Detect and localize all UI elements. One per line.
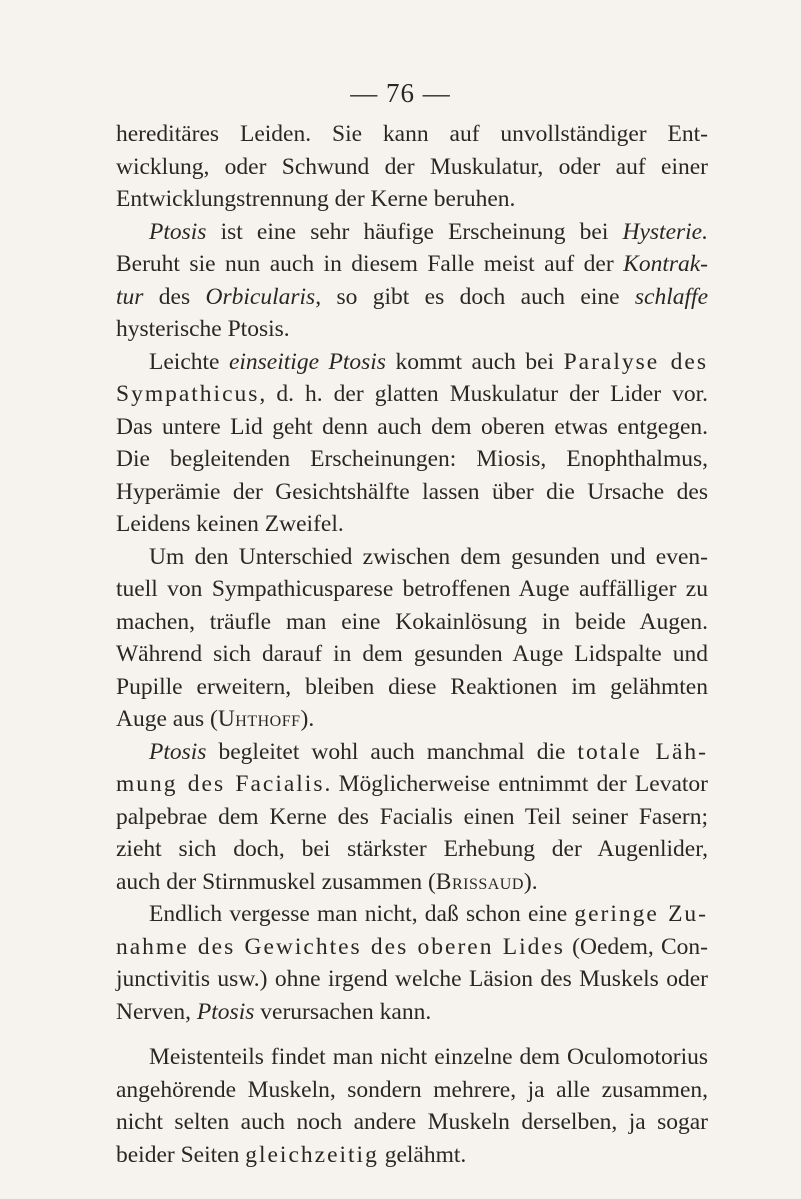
italic-term: Kontrak- bbox=[623, 251, 708, 277]
text-run: angehörende Muskeln, sondern mehrere, ja alle zusammen, bbox=[116, 1076, 708, 1103]
text-line bbox=[116, 248, 708, 281]
paragraph bbox=[116, 346, 708, 541]
italic-term: tur bbox=[116, 283, 144, 310]
text-run: Nerven, bbox=[116, 998, 197, 1025]
italic-term: einseitige Ptosis bbox=[228, 348, 386, 375]
text-line bbox=[116, 183, 708, 216]
page-number: — 76 — bbox=[350, 78, 451, 108]
paragraph bbox=[116, 736, 708, 899]
paragraph bbox=[116, 216, 708, 346]
text-line bbox=[116, 476, 708, 509]
text-line bbox=[116, 866, 708, 899]
text-line bbox=[116, 1074, 708, 1107]
paragraph bbox=[116, 118, 708, 216]
text-line bbox=[116, 346, 708, 379]
text-line bbox=[116, 606, 708, 639]
text-run: tuell von Sympathicusparese betroffenen Auge auffälliger zu bbox=[116, 576, 708, 602]
text-run: zieht sich doch, bei stärkster Erhebung der Augenlider, bbox=[116, 836, 708, 862]
text-line bbox=[116, 898, 708, 931]
spaced-emphasis: Paralyse des bbox=[563, 348, 708, 375]
text-run: palpebrae dem Kerne des Facialis einen Teil seiner Fasern; bbox=[116, 803, 708, 830]
text-run: hereditäres Leiden. Sie kann auf unvollständiger Ent- bbox=[116, 121, 708, 147]
text-run: Hyperämie der Gesichtshälfte lassen über die Ursache des bbox=[116, 478, 708, 505]
text-run: beider Seiten bbox=[116, 1141, 246, 1168]
text-run: Entwicklungstrennung der Kerne beruhen. bbox=[116, 186, 516, 212]
author-name: Brissaud bbox=[435, 868, 524, 895]
spaced-emphasis: mung des Facialis bbox=[116, 771, 325, 797]
italic-term: Ptosis bbox=[196, 998, 255, 1025]
text-run: begleitet wohl auch manchmal die bbox=[206, 738, 578, 765]
spaced-emphasis: Sympathicus bbox=[116, 381, 260, 407]
text-run: Um den Unterschied zwischen dem gesunden und even- bbox=[149, 543, 708, 570]
text-line bbox=[116, 411, 708, 444]
text-run: (Oedem, Con- bbox=[564, 933, 709, 960]
paragraph bbox=[116, 541, 708, 736]
text-line bbox=[116, 638, 708, 671]
text-run: gelähmt. bbox=[378, 1141, 467, 1168]
text-run: Das untere Lid geht denn auch dem oberen etwas entgegen. bbox=[116, 413, 708, 440]
text-run: Pupille erweitern, bleiben diese Reaktionen im gelähmten bbox=[116, 673, 708, 700]
text-run: Meistenteils findet man nicht einzelne dem Oculomotorius bbox=[149, 1044, 708, 1070]
text-run: machen, träufle man eine Kokainlösung in beide Augen. bbox=[116, 608, 708, 635]
text-run: , d. h. der glatten Muskulatur der Lider vor. bbox=[259, 381, 708, 407]
text-line bbox=[116, 508, 708, 541]
spaced-emphasis: nahme des Gewichtes des oberen Lides bbox=[116, 933, 565, 960]
text-line bbox=[116, 541, 708, 574]
text-run: Die begleitenden Erscheinungen: Miosis, Enophthalmus, bbox=[116, 446, 708, 472]
text-run: des bbox=[143, 283, 206, 310]
spaced-emphasis: gleichzeitig bbox=[245, 1141, 379, 1168]
text-line bbox=[116, 768, 708, 801]
text-line bbox=[116, 1139, 708, 1172]
text-line bbox=[116, 378, 708, 411]
text-line bbox=[116, 281, 708, 314]
text-line bbox=[116, 118, 708, 151]
text-run: Leidens keinen Zweifel. bbox=[116, 511, 344, 537]
text-run: kommt auch bei bbox=[385, 348, 564, 375]
text-run: junctivitis usw.) ohne irgend welche Läsion des Muskels oder bbox=[116, 966, 708, 992]
text-run: . Möglicherweise entnimmt der Levator bbox=[324, 771, 708, 797]
text-run: Während sich darauf in dem gesunden Auge Lidspalte und bbox=[116, 641, 708, 667]
text-run: , so gibt es doch auch eine bbox=[315, 283, 635, 310]
text-run: ). bbox=[300, 706, 315, 732]
text-line bbox=[116, 216, 708, 249]
text-run: wicklung, oder Schwund der Muskulatur, oder auf einer bbox=[116, 153, 708, 180]
author-name: Uhthoff bbox=[217, 706, 301, 732]
text-run: Leichte bbox=[149, 348, 229, 375]
italic-term: schlaffe bbox=[634, 283, 708, 310]
text-run: Beruht sie nun auch in diesem Falle meist auf der bbox=[116, 251, 624, 277]
text-run: Endlich vergesse man nicht, daß schon eine bbox=[149, 901, 575, 927]
text-run: ). bbox=[523, 868, 538, 895]
paragraph bbox=[116, 1041, 708, 1171]
body-text bbox=[116, 118, 708, 1171]
text-run: auch der Stirnmuskel zusammen ( bbox=[116, 868, 436, 895]
text-run: hysterische Ptosis. bbox=[116, 316, 290, 342]
text-run: ist eine sehr häufige Erscheinung bei bbox=[206, 218, 623, 245]
text-line bbox=[116, 833, 708, 866]
italic-term: Ptosis bbox=[149, 218, 207, 245]
italic-term: Orbicularis bbox=[205, 283, 316, 310]
text-line bbox=[116, 1106, 708, 1139]
text-line bbox=[116, 151, 708, 184]
text-line bbox=[116, 1041, 708, 1074]
italic-term: Ptosis bbox=[149, 738, 207, 765]
text-line bbox=[116, 963, 708, 996]
text-run: Auge aus ( bbox=[116, 706, 218, 732]
text-line bbox=[116, 801, 708, 834]
italic-term: Hysterie. bbox=[622, 218, 708, 245]
spaced-emphasis: totale Läh- bbox=[577, 738, 708, 765]
text-line bbox=[116, 703, 708, 736]
text-run: verursachen kann. bbox=[254, 998, 432, 1025]
text-line bbox=[116, 931, 708, 964]
text-run: nicht selten auch noch andere Muskeln derselben, ja sogar bbox=[116, 1109, 708, 1135]
spaced-emphasis: geringe Zu- bbox=[574, 901, 708, 927]
paragraph bbox=[116, 898, 708, 1028]
text-line bbox=[116, 313, 708, 346]
text-line bbox=[116, 736, 708, 769]
text-line bbox=[116, 671, 708, 704]
text-line bbox=[116, 996, 708, 1029]
text-line bbox=[116, 443, 708, 476]
text-line bbox=[116, 573, 708, 606]
